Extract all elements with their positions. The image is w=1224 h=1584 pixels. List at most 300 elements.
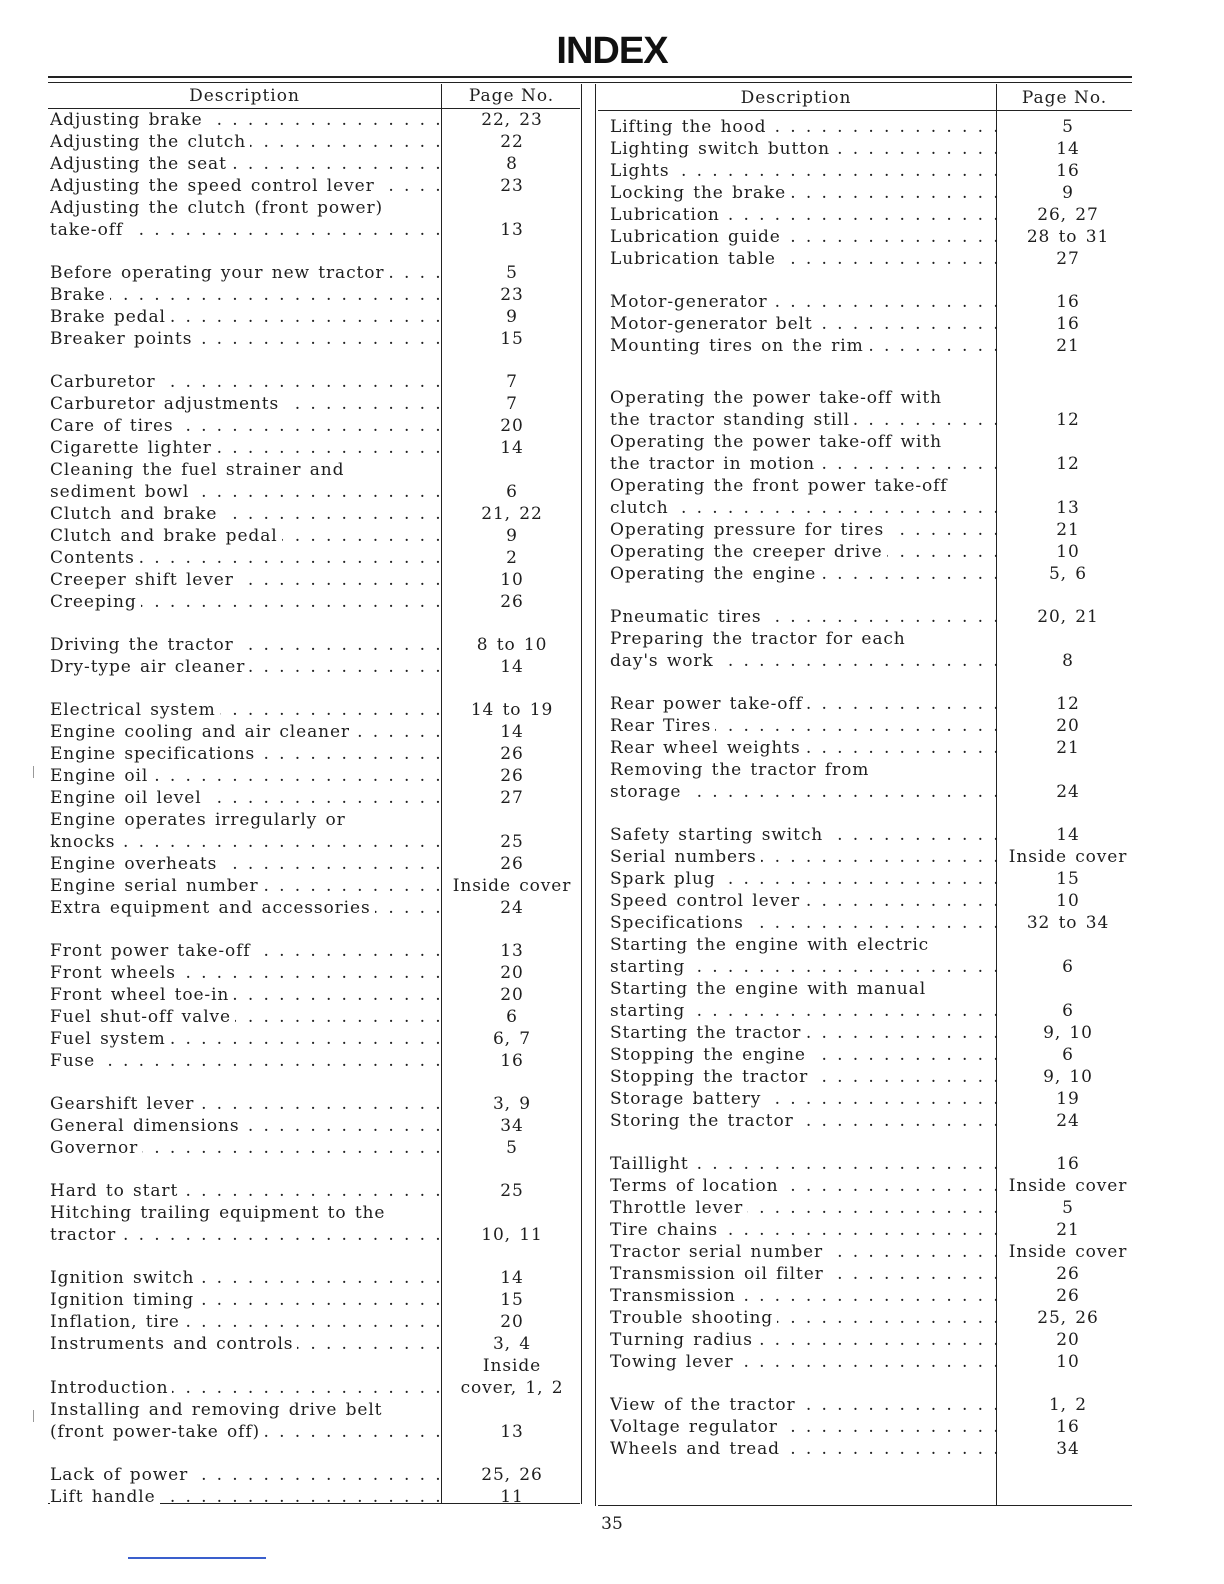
- entry-description-text: Adjusting the seat: [50, 154, 231, 174]
- entry-description-text: Introduction: [50, 1378, 172, 1398]
- entry-description: [610, 693, 1000, 715]
- entry-description-text: Rear Tires: [610, 716, 715, 736]
- right-page-header: Page No.: [1021, 88, 1108, 108]
- entry-description-text: Motor-generator belt: [610, 314, 817, 334]
- entry-description-text: Operating pressure for tires: [610, 520, 888, 540]
- index-entry: [610, 313, 1136, 335]
- index-entry: [50, 1180, 582, 1202]
- entry-page-number: 10, 11: [481, 1225, 543, 1245]
- entry-page-number: 27: [1056, 249, 1080, 269]
- entry-description: [610, 1219, 1000, 1241]
- entry-description-text: Safety starting switch: [610, 825, 827, 845]
- entry-page-number: 14: [500, 438, 524, 458]
- entry-description-text: Spark plug: [610, 869, 720, 889]
- index-entry: [50, 1399, 582, 1443]
- page-number: 35: [601, 1514, 623, 1534]
- entry-description-text: Gearshift lever: [50, 1094, 198, 1114]
- entry-page-number: 10: [500, 570, 524, 590]
- entry-description-text: Removing the tractor from storage: [610, 760, 870, 802]
- entry-description-text: Extra equipment and accessories: [50, 898, 375, 918]
- entry-page-number: 21: [1056, 520, 1080, 540]
- entry-description: [610, 912, 1000, 934]
- entry-page-number: Inside cover, 1, 2: [460, 1356, 564, 1398]
- entry-description: [610, 563, 1000, 585]
- entry-description-text: Engine cooling and air cleaner: [50, 722, 354, 742]
- index-entry: [50, 853, 582, 875]
- index-entry: [610, 693, 1136, 715]
- entry-description: [610, 1022, 1000, 1044]
- index-entry: [50, 415, 582, 437]
- entry-page-number: 19: [1056, 1089, 1080, 1109]
- entry-description: [50, 284, 442, 306]
- index-entry: [50, 634, 582, 656]
- index-entry: [610, 715, 1136, 737]
- entry-page-number: 20: [1056, 1330, 1080, 1350]
- entry-description-text: Breaker points: [50, 329, 196, 349]
- entry-page-number: 16: [1056, 161, 1080, 181]
- entry-description-text: General dimensions: [50, 1116, 243, 1136]
- margin-mark: [33, 766, 34, 778]
- index-entry: [50, 284, 582, 306]
- entry-description-text: Inflation, tire: [50, 1312, 184, 1332]
- index-entry: [50, 591, 582, 613]
- entry-description: [610, 541, 1000, 563]
- entry-description-text: Ignition timing: [50, 1290, 198, 1310]
- entry-description: [610, 1044, 1000, 1066]
- index-entry: [610, 1438, 1136, 1460]
- entry-description: [50, 371, 442, 393]
- index-entry: [610, 182, 1136, 204]
- entry-page-number: 15: [500, 329, 524, 349]
- entry-description-text: Operating the creeper drive: [610, 542, 887, 562]
- entry-description: [50, 984, 442, 1006]
- index-entry: [50, 743, 582, 765]
- entry-page-number: 16: [1056, 1154, 1080, 1174]
- entry-description-text: Rear power take-off: [610, 694, 807, 714]
- entry-page-number: 6: [506, 1007, 518, 1027]
- index-entry: [50, 699, 582, 721]
- header-rule-right: [598, 110, 1132, 111]
- entry-description-text: Care of tires: [50, 416, 178, 436]
- entry-description: [50, 1333, 442, 1355]
- index-entry: [50, 306, 582, 328]
- entry-page-number: 26: [500, 592, 524, 612]
- entry-description: [610, 387, 1000, 431]
- entry-description-text: Operating the front power take-off clutch: [610, 476, 948, 518]
- entry-description-text: Lifting the hood: [610, 117, 770, 137]
- entry-page-number: 2: [506, 548, 518, 568]
- index-entry: [610, 1241, 1136, 1263]
- entry-page-number: 20: [500, 1312, 524, 1332]
- entry-page-number: 34: [500, 1116, 524, 1136]
- index-entry: [50, 1006, 582, 1028]
- entry-description-text: Contents: [50, 548, 139, 568]
- entry-description-text: Lift handle: [50, 1487, 160, 1507]
- index-entry: [50, 131, 582, 153]
- entry-page-number: 9, 10: [1043, 1067, 1093, 1087]
- entry-page-number: 20, 21: [1037, 607, 1099, 627]
- entry-page-number: 13: [500, 941, 524, 961]
- entry-description-text: Throttle lever: [610, 1198, 747, 1218]
- entry-description-text: Lights: [610, 161, 674, 181]
- entry-description: [610, 1307, 1000, 1329]
- index-entry: [50, 787, 582, 809]
- entry-description-text: Engine oil: [50, 766, 152, 786]
- entry-description: [610, 1438, 1000, 1460]
- entry-page-number: 5: [506, 1138, 518, 1158]
- entry-description: [610, 248, 1000, 270]
- index-entry: [610, 890, 1136, 912]
- entry-description-text: Mounting tires on the rim: [610, 336, 868, 356]
- index-entry: [50, 721, 582, 743]
- index-entry: [50, 765, 582, 787]
- index-entry: [610, 912, 1136, 934]
- entry-description-text: Taillight: [610, 1154, 693, 1174]
- entry-description: [50, 940, 442, 962]
- entry-description-text: Engine specifications: [50, 744, 259, 764]
- entry-description: [50, 962, 442, 984]
- index-entry: [610, 1263, 1136, 1285]
- entry-page-number: 21: [1056, 336, 1080, 356]
- entry-description: [50, 591, 442, 613]
- entry-description-text: Serial numbers: [610, 847, 761, 867]
- entry-page-number: 14: [500, 722, 524, 742]
- entry-description: [50, 1093, 442, 1115]
- entry-description: [610, 226, 1000, 248]
- entry-page-number: 10: [1056, 542, 1080, 562]
- entry-page-number: 20: [500, 985, 524, 1005]
- entry-page-number: 23: [500, 285, 524, 305]
- entry-description: [50, 809, 442, 853]
- index-entry: [50, 1311, 582, 1333]
- entry-description-text: Fuse: [50, 1051, 99, 1071]
- entry-page-number: 25, 26: [1037, 1308, 1099, 1328]
- entry-description: [610, 1088, 1000, 1110]
- entry-description: [50, 1050, 442, 1072]
- index-entry: [610, 1088, 1136, 1110]
- entry-page-number: 14: [1056, 825, 1080, 845]
- entry-description: [610, 335, 1000, 357]
- index-entry: [610, 138, 1136, 160]
- entry-page-number: 25, 26: [481, 1465, 543, 1485]
- index-entry: [50, 393, 582, 415]
- entry-page-number: 27: [500, 788, 524, 808]
- entry-description: [50, 1289, 442, 1311]
- entry-description-text: Adjusting brake: [50, 110, 207, 130]
- index-entry: [610, 1197, 1136, 1219]
- entry-description-text: Towing lever: [610, 1352, 738, 1372]
- entry-page-number: 5, 6: [1048, 564, 1088, 584]
- entry-description: [50, 1267, 442, 1289]
- entry-page-number: 20: [500, 963, 524, 983]
- entry-description: [50, 131, 442, 153]
- entry-page-number: 13: [500, 220, 524, 240]
- entry-page-number: 20: [1056, 716, 1080, 736]
- entry-description: [610, 116, 1000, 138]
- entry-description-text: Tire chains: [610, 1220, 722, 1240]
- index-entry: [610, 978, 1136, 1022]
- index-entry: [50, 569, 582, 591]
- entry-description: [50, 503, 442, 525]
- index-entry: [50, 1050, 582, 1072]
- entry-description: [50, 459, 442, 503]
- left-description-header: Description: [189, 86, 300, 106]
- entry-description-text: Electrical system: [50, 700, 220, 720]
- entry-description-text: Engine serial number: [50, 876, 263, 896]
- index-entry: [50, 1093, 582, 1115]
- entry-description: [610, 1394, 1000, 1416]
- entry-description-text: Front power take-off: [50, 941, 255, 961]
- entry-page-number: 21: [1056, 738, 1080, 758]
- index-entry: [50, 962, 582, 984]
- entry-description: [50, 721, 442, 743]
- entry-description-text: Locking the brake: [610, 183, 790, 203]
- entry-page-number: 14: [1056, 139, 1080, 159]
- entry-page-number: 20: [500, 416, 524, 436]
- index-entry: [50, 1486, 582, 1508]
- index-entry: [610, 1285, 1136, 1307]
- entry-description: [50, 1464, 442, 1486]
- entry-description-text: Instruments and controls: [50, 1334, 297, 1354]
- entry-description: [610, 715, 1000, 737]
- entry-description-text: Pneumatic tires: [610, 607, 766, 627]
- entry-description-text: Hitching trailing equipment to the tractor: [50, 1203, 386, 1245]
- entry-description-text: Creeping: [50, 592, 141, 612]
- entry-page-number: 10: [1056, 1352, 1080, 1372]
- entry-page-number: 21: [1056, 1220, 1080, 1240]
- index-entry: [610, 226, 1136, 248]
- entry-page-number: 9, 10: [1043, 1023, 1093, 1043]
- entry-description-text: Brake pedal: [50, 307, 170, 327]
- index-entry: [610, 1153, 1136, 1175]
- entry-page-number: 26: [500, 854, 524, 874]
- entry-description: [610, 1066, 1000, 1088]
- entry-page-number: Inside cover: [1008, 847, 1128, 867]
- entry-description: [610, 1351, 1000, 1373]
- entry-description: [610, 737, 1000, 759]
- entry-page-number: 15: [500, 1290, 524, 1310]
- entry-page-number: 24: [1056, 1111, 1080, 1131]
- index-entry: [610, 541, 1136, 563]
- index-entry: [610, 1219, 1136, 1241]
- entry-description-text: Lack of power: [50, 1465, 192, 1485]
- entry-description-text: Lighting switch button: [610, 139, 834, 159]
- index-entry: [610, 824, 1136, 846]
- entry-description: [610, 1241, 1000, 1263]
- entry-description: [610, 846, 1000, 868]
- entry-page-number: 6: [1062, 1045, 1074, 1065]
- entry-description: [610, 519, 1000, 541]
- right-description-header: Description: [740, 88, 852, 108]
- index-entry: [50, 262, 582, 284]
- entry-page-number: 28 to 31: [1026, 227, 1110, 247]
- entry-description: [50, 569, 442, 591]
- left-index-column: [50, 109, 582, 1508]
- entry-description: [610, 890, 1000, 912]
- entry-description-text: Dry-type air cleaner: [50, 657, 249, 677]
- entry-page-number: 14: [500, 1268, 524, 1288]
- entry-page-number: 34: [1056, 1439, 1080, 1459]
- entry-description: [50, 1006, 442, 1028]
- entry-page-number: 6: [1062, 957, 1074, 977]
- entry-description-text: Driving the tractor: [50, 635, 238, 655]
- entry-page-number: 6, 7: [492, 1029, 532, 1049]
- entry-description: [610, 759, 1000, 803]
- entry-page-number: 22, 23: [481, 110, 543, 130]
- entry-description: [50, 634, 442, 656]
- entry-page-number: 6: [1062, 1001, 1074, 1021]
- entry-page-number: 26, 27: [1037, 205, 1099, 225]
- entry-description-text: Clutch and brake: [50, 504, 221, 524]
- index-entry: [50, 371, 582, 393]
- index-entry: [610, 335, 1136, 357]
- entry-description: [610, 475, 1000, 519]
- entry-description: [50, 743, 442, 765]
- entry-description-text: Terms of location: [610, 1176, 782, 1196]
- entry-description-text: Speed control lever: [610, 891, 804, 911]
- index-entry: [610, 563, 1136, 585]
- entry-page-number: 5: [1062, 117, 1074, 137]
- entry-description-text: Stopping the engine: [610, 1045, 810, 1065]
- entry-page-number: 14 to 19: [470, 700, 554, 720]
- entry-description: [610, 1175, 1000, 1197]
- entry-description-text: Motor-generator: [610, 292, 772, 312]
- index-entry: [610, 519, 1136, 541]
- entry-description: [50, 1180, 442, 1202]
- index-entry: [610, 1066, 1136, 1088]
- entry-description-text: Before operating your new tractor: [50, 263, 388, 283]
- index-entry: [50, 1115, 582, 1137]
- bottom-rule-right: [598, 1505, 1132, 1506]
- index-entry: [50, 984, 582, 1006]
- entry-page-number: 9: [506, 307, 518, 327]
- entry-description-text: Tractor serial number: [610, 1242, 827, 1262]
- entry-page-number: 8 to 10: [476, 635, 548, 655]
- index-entry: [50, 1267, 582, 1289]
- entry-page-number: 26: [500, 766, 524, 786]
- entry-description-text: Operating the power take-off with the tractor standing still: [610, 388, 942, 430]
- entry-description-text: Adjusting the speed control lever: [50, 176, 379, 196]
- entry-description-text: Preparing the tractor for each day's work: [610, 629, 906, 671]
- entry-page-number: 12: [1056, 454, 1080, 474]
- index-entry: [610, 160, 1136, 182]
- entry-description: [50, 1399, 442, 1443]
- entry-description-text: Cigarette lighter: [50, 438, 216, 458]
- entry-page-number: 16: [1056, 292, 1080, 312]
- index-entry: [610, 204, 1136, 226]
- entry-description-text: Trouble shooting: [610, 1308, 777, 1328]
- left-page-header: Page No.: [468, 86, 555, 106]
- right-index-column: [610, 116, 1136, 1460]
- entry-page-number: 26: [1056, 1264, 1080, 1284]
- page-title: INDEX: [556, 30, 668, 72]
- index-entry: [50, 109, 582, 131]
- blue-underline-mark: [128, 1557, 266, 1559]
- index-entry: [610, 431, 1136, 475]
- entry-description-text: Installing and removing drive belt (front power-take off): [50, 1400, 383, 1442]
- entry-description: [50, 153, 442, 175]
- index-entry: [50, 503, 582, 525]
- index-entry: [50, 1289, 582, 1311]
- entry-description: [610, 934, 1000, 978]
- entry-description: [610, 978, 1000, 1022]
- entry-description: [610, 1416, 1000, 1438]
- entry-description: [610, 824, 1000, 846]
- index-entry: [610, 1416, 1136, 1438]
- entry-page-number: 16: [1056, 1417, 1080, 1437]
- index-entry: [610, 1329, 1136, 1351]
- entry-description-text: Starting the tractor: [610, 1023, 805, 1043]
- entry-description-text: Front wheel toe-in: [50, 985, 233, 1005]
- entry-page-number: Inside cover: [1008, 1176, 1128, 1196]
- index-entry: [50, 1202, 582, 1246]
- entry-description-text: Hard to start: [50, 1181, 182, 1201]
- index-entry: [50, 175, 582, 197]
- entry-description-text: Stopping the tractor: [610, 1067, 812, 1087]
- entry-description-text: Brake: [50, 285, 110, 305]
- entry-page-number: 9: [1062, 183, 1074, 203]
- entry-description: [50, 1377, 442, 1399]
- entry-page-number: 12: [1056, 694, 1080, 714]
- entry-page-number: 25: [500, 832, 524, 852]
- entry-description: [50, 437, 442, 459]
- entry-description: [610, 291, 1000, 313]
- index-entry: [50, 875, 582, 897]
- entry-description-text: Lubrication table: [610, 249, 780, 269]
- index-entry: [610, 868, 1136, 890]
- entry-description-text: Creeper shift lever: [50, 570, 238, 590]
- entry-page-number: 26: [500, 744, 524, 764]
- entry-description: [610, 1329, 1000, 1351]
- index-entry: [610, 1110, 1136, 1132]
- index-entry: [610, 1022, 1136, 1044]
- entry-page-number: 5: [1062, 1198, 1074, 1218]
- index-entry: [610, 1307, 1136, 1329]
- entry-description: [50, 656, 442, 678]
- index-entry: [50, 897, 582, 919]
- entry-description: [610, 160, 1000, 182]
- entry-page-number: 26: [1056, 1286, 1080, 1306]
- entry-page-number: 5: [506, 263, 518, 283]
- entry-description: [50, 306, 442, 328]
- entry-description: [50, 262, 442, 284]
- top-rule: [48, 76, 1132, 78]
- entry-description: [610, 628, 1000, 672]
- index-entry: [610, 846, 1136, 868]
- entry-description: [50, 197, 442, 241]
- index-entry: [50, 437, 582, 459]
- entry-description-text: Transmission oil filter: [610, 1264, 828, 1284]
- entry-page-number: 7: [506, 372, 518, 392]
- index-entry: [50, 1137, 582, 1159]
- entry-description: [50, 765, 442, 787]
- entry-description: [610, 182, 1000, 204]
- entry-description: [50, 787, 442, 809]
- entry-description: [610, 204, 1000, 226]
- index-entry: [50, 459, 582, 503]
- index-entry: [50, 525, 582, 547]
- entry-description-text: Operating the engine: [610, 564, 820, 584]
- index-entry: [50, 656, 582, 678]
- entry-description-text: Lubrication: [610, 205, 724, 225]
- entry-description-text: Ignition switch: [50, 1268, 198, 1288]
- entry-page-number: 3, 4: [492, 1334, 532, 1354]
- entry-description-text: Governor: [50, 1138, 142, 1158]
- index-entry: [610, 606, 1136, 628]
- entry-description: [610, 313, 1000, 335]
- entry-description-text: Storing the tractor: [610, 1111, 798, 1131]
- entry-description: [50, 875, 442, 897]
